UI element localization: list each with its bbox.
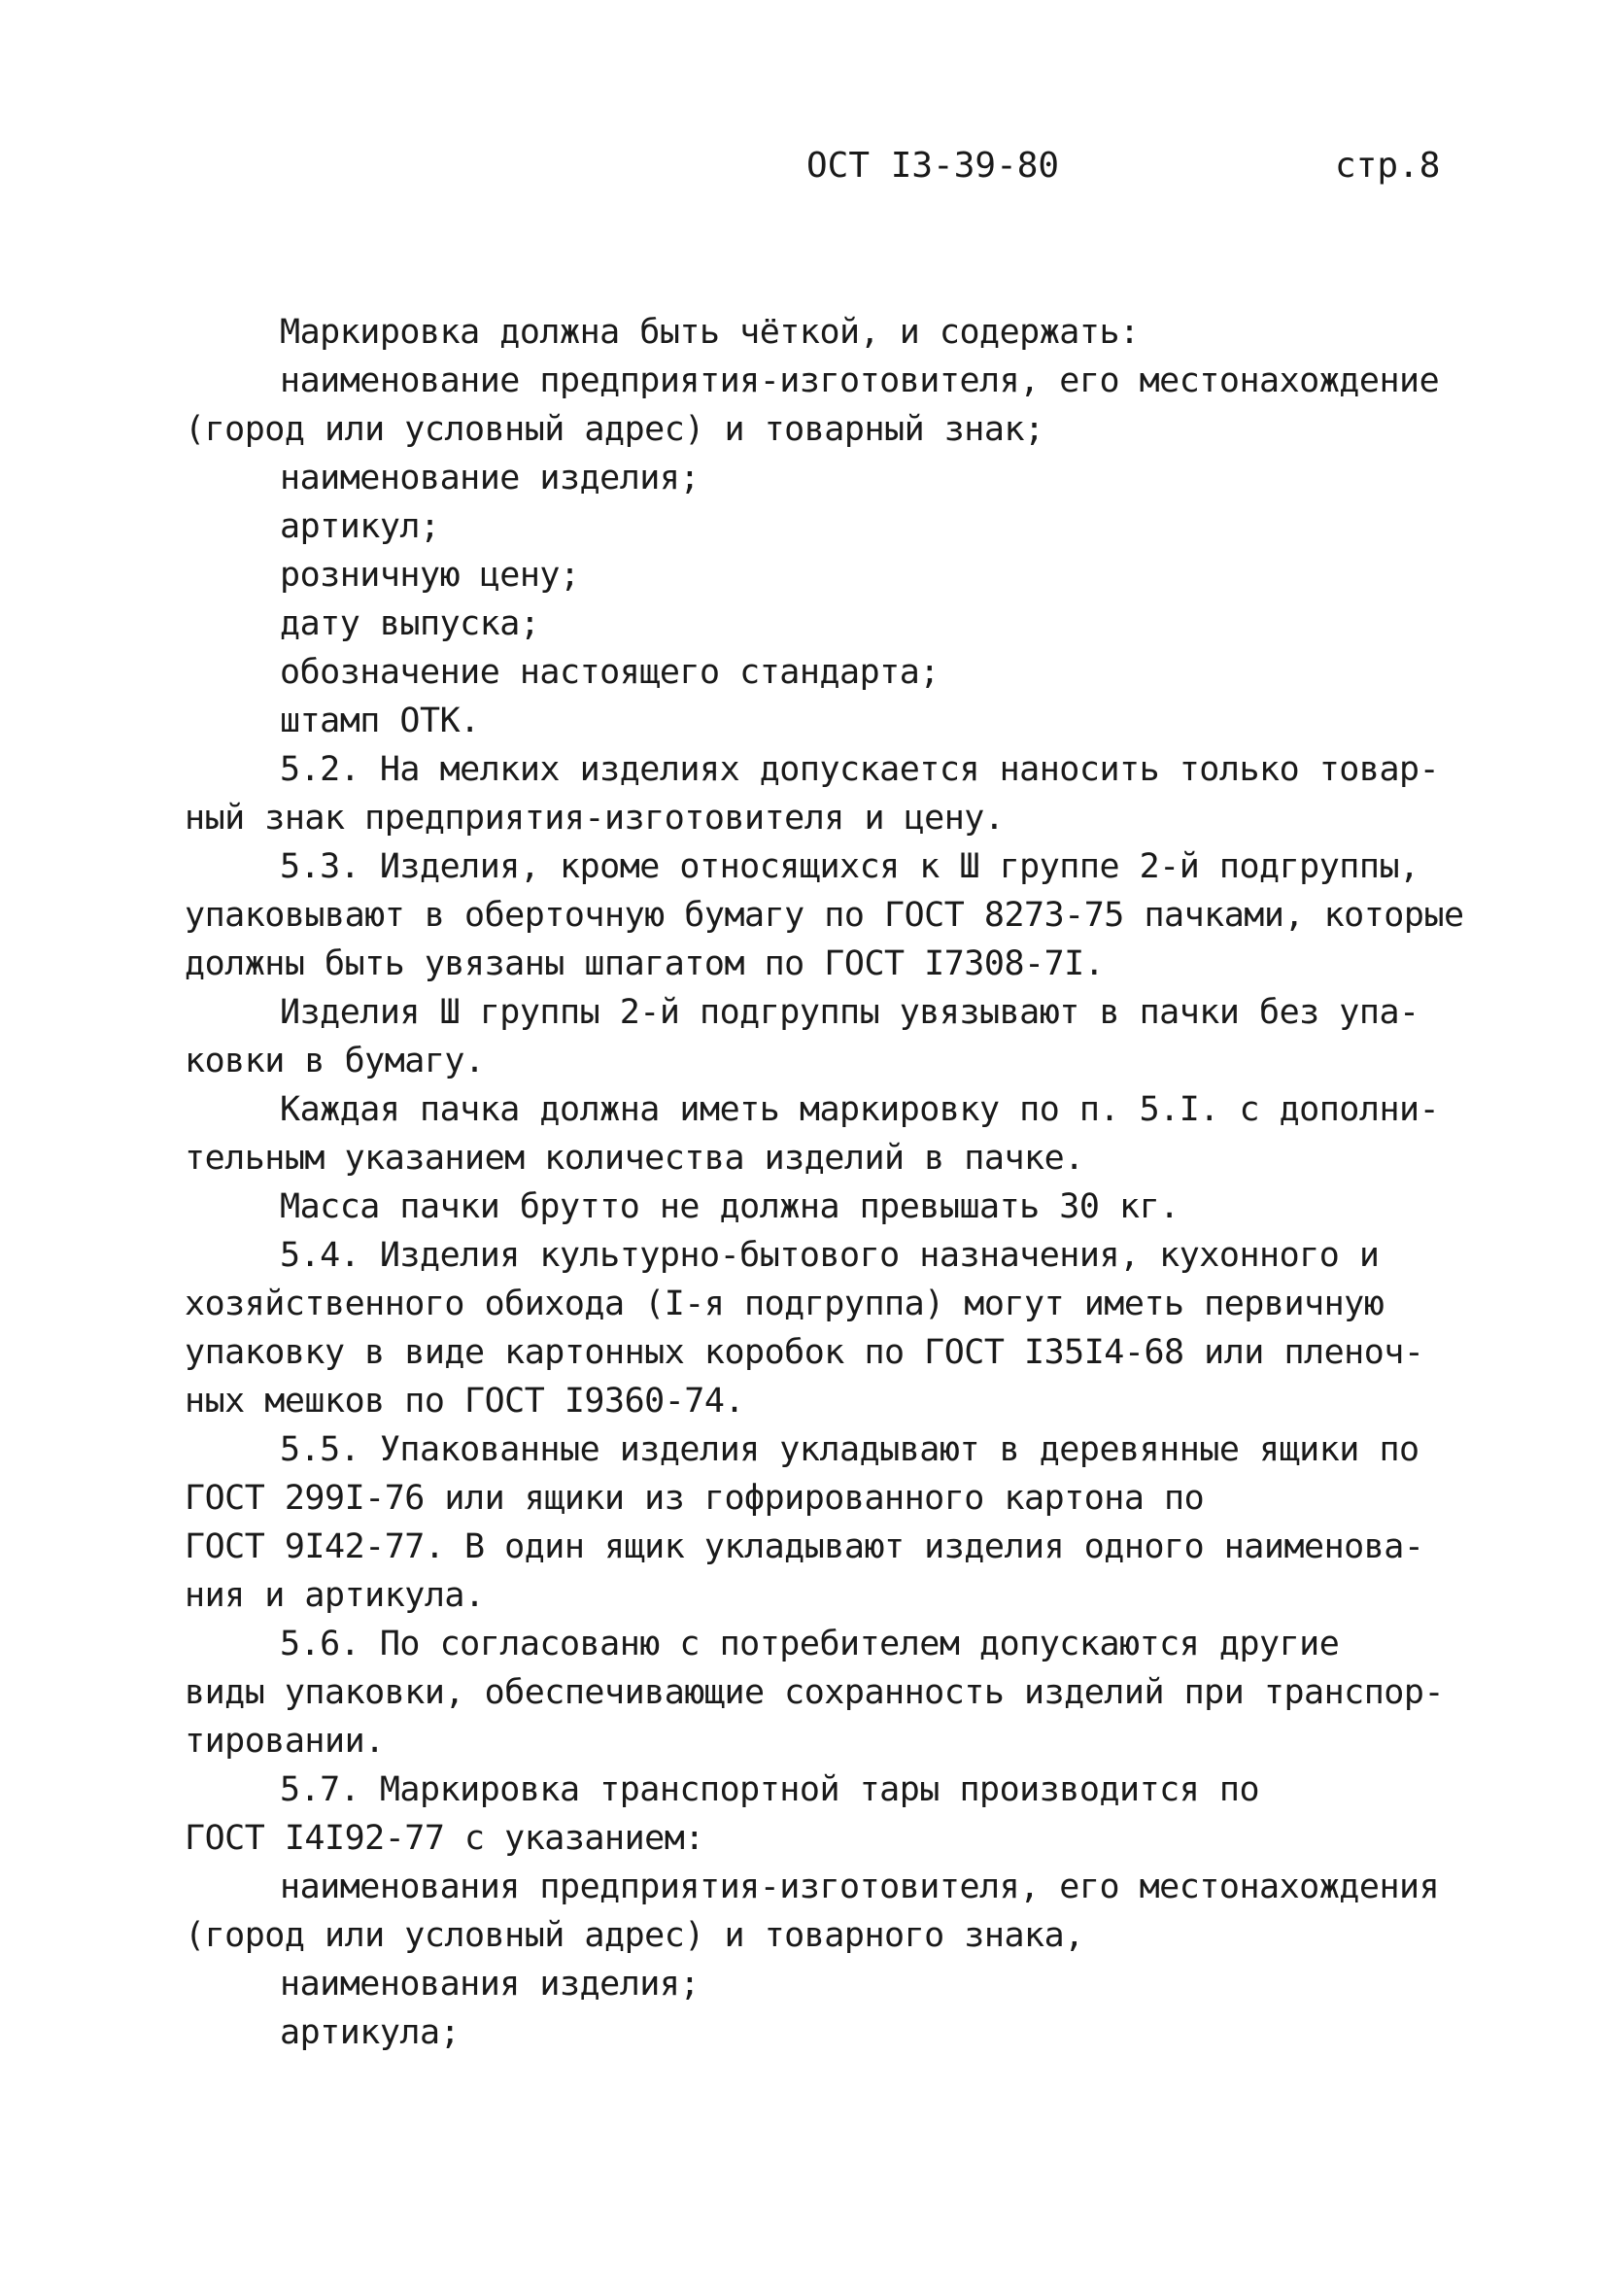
document-code: ОСТ I3-39-80 [806, 146, 1060, 186]
text-line: наименование предприятия-изготовителя, его местонахождение [280, 361, 1440, 400]
text-line: виды упаковки, обеспечивающие сохранность изделий при транспор- [185, 1673, 1445, 1712]
text-line: Каждая пачка должна иметь маркировку по п. 5.I. с дополни- [280, 1090, 1440, 1129]
text-line: хозяйственного обихода (I-я подгруппа) могут иметь первичную [185, 1285, 1385, 1323]
text-line: артикул; [280, 507, 440, 546]
text-line: тельным указанием количества изделий в пачке. [185, 1139, 1084, 1178]
text-line: должны быть увязаны шпагатом по ГОСТ I7308-7I. [185, 944, 1105, 983]
text-line: 5.5. Упакованные изделия укладывают в деревянные ящики по [280, 1430, 1419, 1469]
text-line: 5.7. Маркировка транспортной тары производится по [280, 1770, 1260, 1809]
text-line: ный знак предприятия-изготовителя и цену. [185, 799, 1005, 838]
text-line: наименования изделия; [280, 1965, 701, 2004]
text-line: (город или условный адрес) и товарный знак; [185, 410, 1044, 449]
text-line: ния и артикула. [185, 1576, 485, 1615]
text-line: упаковывают в оберточную бумагу по ГОСТ 8273-75 пачками, которые [185, 896, 1464, 935]
text-line: Маркировка должна быть чёткой, и содержать: [280, 313, 1140, 352]
text-line: ковки в бумагу. [185, 1042, 485, 1080]
text-line: штамп ОТК. [280, 702, 480, 740]
text-line: ГОСТ 299I-76 или ящики из гофрированного картона по [185, 1479, 1205, 1518]
text-line: наименования предприятия-изготовителя, его местонахождения [280, 1868, 1440, 1906]
text-line: ГОСТ 9I42-77. В один ящик укладывают изделия одного наименова- [185, 1527, 1424, 1566]
text-line: дату выпуска; [280, 604, 540, 643]
text-line: ных мешков по ГОСТ I9360-74. [185, 1382, 745, 1421]
page-number: стр.8 [1335, 146, 1441, 186]
text-line: Масса пачки брутто не должна превышать 30 кг. [280, 1187, 1180, 1226]
text-line: артикула; [280, 2013, 461, 2052]
text-line: (город или условный адрес) и товарного знака, [185, 1916, 1084, 1955]
text-line: 5.2. На мелких изделиях допускается наносить только товар- [280, 750, 1440, 789]
text-line: наименование изделия; [280, 459, 701, 497]
text-line: 5.4. Изделия культурно-бытового назначения, кухонного и [280, 1236, 1380, 1275]
text-line: 5.6. По согласованю с потребителем допускаются другие [280, 1625, 1340, 1663]
text-line: розничную цену; [280, 556, 580, 595]
text-line: Изделия Ш группы 2-й подгруппы увязывают в пачки без упа- [280, 993, 1419, 1032]
text-line: 5.3. Изделия, кроме относящихся к Ш группе 2-й подгруппы, [280, 847, 1419, 886]
text-line: тировании. [185, 1722, 385, 1761]
text-line: упаковку в виде картонных коробок по ГОСТ I35I4-68 или пленоч- [185, 1333, 1424, 1372]
text-line: обозначение настоящего стандарта; [280, 653, 940, 692]
text-line: ГОСТ I4I92-77 с указанием: [185, 1819, 704, 1858]
